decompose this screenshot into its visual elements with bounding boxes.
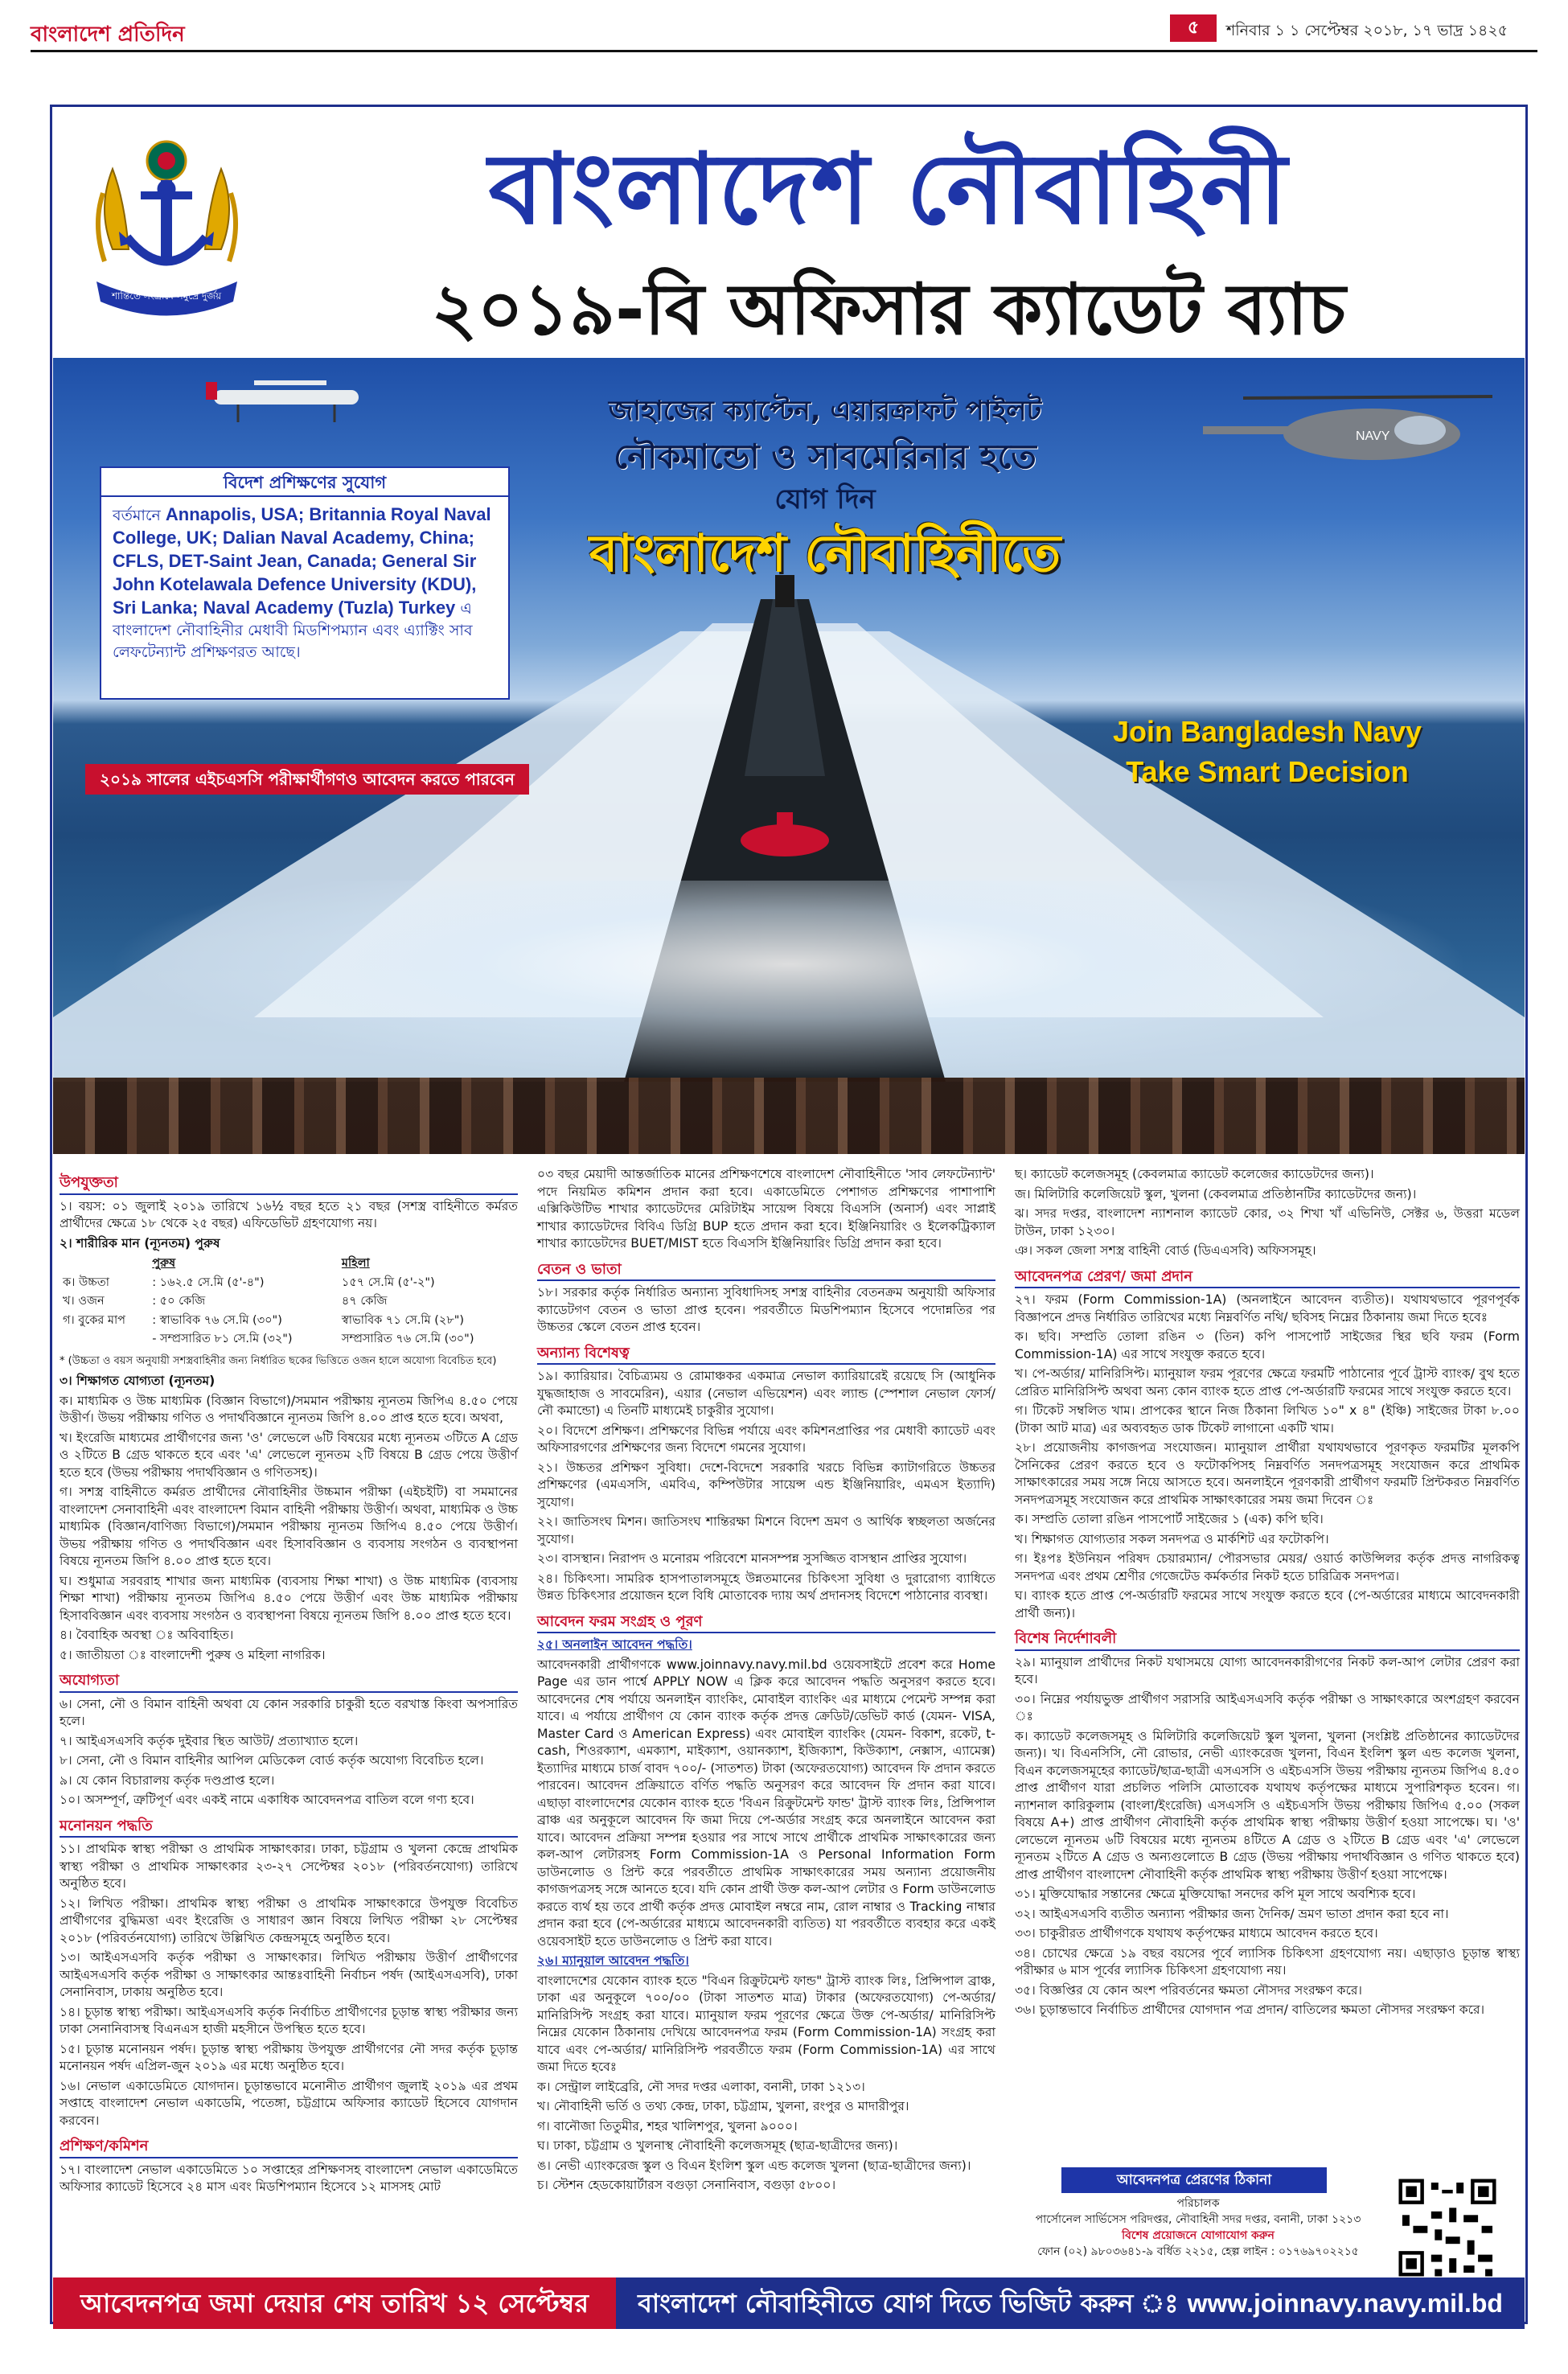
contact-heading: বিশেষ প্রয়োজনে যোগাযোগ করুন (1122, 2229, 1275, 2242)
mailing-address-line-2: পার্সোনেল সার্ভিসেস পরিদপ্তর, নৌবাহিনী সদর দপ্তর, বনানী, ঢাকা ১২১৩ (1035, 2213, 1361, 2226)
column-2 (537, 1166, 995, 2197)
submit-28-k: ক। সম্প্রতি তোলা রঙিন পাসপোর্ট সাইজের ১ (এক) কপি ছবি। (1015, 1512, 1324, 1526)
physical-standard-heading: ২। শারীরিক মান (ন্যূনতম) পুরুষ (60, 1235, 220, 1251)
column-3 (1015, 1166, 1520, 2022)
form-address-k: ক। সেন্ট্রাল লাইব্রেরি, নৌ সদর দপ্তর এলাকা, বনানী, ঢাকা ১২১৩। (537, 2079, 865, 2094)
form-address-jh: ঝ। সদর দপ্তর, বাংলাদেশ ন্যাশনাল ক্যাডেট কোর, ৩২ শিখা খাঁ এভিনিউ, সেক্টর ৬, উত্তরা মডেল টাউন, ঢাকা ১২৩০। (1015, 1206, 1520, 1238)
feature-19: ১৯। ক্যারিয়ার। বৈচিত্র্যময় ও রোমাঞ্চকর একমাত্র নেভাল ক্যারিয়ারেই রয়েছে সি (আধুনিক যুদ্ধজাহাজ ও সাবমেরিন), এয়ার (নেভাল এভিয়েশন) এবং ল্যান্ড (স্পেশাল নেভাল ফোর্স/ নৌ কমান্ডো) এ তিনটি মাধ্যমেই চাকুরীর সুযোগ। (537, 1369, 995, 1418)
foreign-training-prefix: বর্তমানে (113, 507, 161, 524)
batch-subtitle: ২০১৯-বি অফিসার ক্যাডেট ব্যাচ (431, 268, 1346, 351)
form-address-j: জ। মিলিটারি কলেজিয়েট স্কুল, খুলনা (কেবলমাত্র প্রতিষ্ঠানটির ক্যাডেটদের জন্য)। (1015, 1186, 1417, 1201)
marital-status: ৪। বৈবাহিক অবস্থা ঃ অবিবাহিত। (60, 1628, 234, 1642)
special-30: ৩০। নিম্নের পর্যায়ভুক্ত প্রার্থীগণ সরাসরি আইএসএসবি কর্তৃক পরীক্ষা ও সাক্ষাৎকারে অংশগ্রহণ করবেন ঃ (1015, 1691, 1520, 1723)
foreign-training-institutions: Annapolis, USA; Britannia Royal Naval College, UK; Dalian Naval Academy, China; CFLS, DET-Saint Jean, Canada; General Sir John Kotelawala Defence University (KDU), Sri Lanka; Naval Academy (Tuzla) Turkey (113, 504, 491, 618)
table-row: - সম্প্রসারিত ৮১ সে.মি (৩২") সম্প্রসারিত ৭৬ সে.মি (৩০") (152, 1333, 474, 1345)
emblem-motto: শান্তিতে সংগ্রামে সমুদ্রে দুর্জয় (111, 290, 222, 302)
website-link[interactable]: www.joinnavy.navy.mil.bd (1187, 2289, 1503, 2318)
page-number-badge (1170, 14, 1217, 42)
submit-27: ২৭। ফরম (Form Commission-1A) (অনলাইনে আবেদন ব্যতীত)। যথাযথভাবে পূরণপূর্বক বিজ্ঞাপনে প্রদত্ত নির্ধারিত তারিখের মধ্যে নিম্নবর্ণিত নথি/ ছবিসহ নিম্নের ঠিকানায় জমা দিতে হবেঃ (1015, 1292, 1520, 1325)
sea-foam (53, 881, 1525, 1090)
newspaper-masthead (0, 0, 1568, 56)
table-row: ক। উচ্চতা : ১৬২.৫ সে.মি (৫'-৪") ১৫৭ সে.মি (৫'-২") (63, 1275, 435, 1289)
ineligibility-9: ৯। যে কোন বিচারালয় কর্তৃক দণ্ডপ্রাপ্ত হলে। (60, 1772, 275, 1788)
foreign-training-body (101, 497, 508, 670)
physical-note: * (উচ্চতা ও বয়স অনুযায়ী সশস্ত্রবাহিনীর জন্য নির্ধারিত ছকের ভিত্তিতে ওজন হালে অযোগ্য বিবেচিত হবে) (60, 1354, 497, 1367)
manual-method-body: বাংলাদেশের যেকোন ব্যাংক হতে "বিএন রিক্রুটমেন্ট ফান্ড" ট্রাস্ট ব্যাংক লিঃ, প্রিন্সিপাল ব্রাঞ্চ, ঢাকা এর অনুকূলে ৭০০/০০ (টাকা সাতশত মাত্র) টাকার (অফেরতযোগ্য) পে-অর্ডার/ মানিরিসিপ্ট সংগ্রহ করা যাবে। ম্যানুয়াল ফরম পূরণের ক্ষেত্রে উক্ত পে-অর্ডার/ মানিরিসিপ্ট নিম্নের যেকোন ঠিকানায় দেখিয়ে আবেদনপত্র ফরম (Form Commission-1A) সংগ্রহ করা যাবে এবং পে-অর্ডার/ মানিরিসিপ্ট পরবর্তীতে ফরম (Form Commission-1A) এর সাথে জমা দিতে হবেঃ (537, 1973, 995, 2074)
submit-27-kh: খ। পে-অর্ডার/ মানিরিসিপ্ট। ম্যানুয়াল ফরম পূরণের ক্ষেত্রে ফরমটি পাঠানোর পূর্বে ট্রাস্ট ব্যাংক/ বুথ হতে প্রেরিত মানিরিসিপ্ট অথবা অন্য কোন ব্যাংক হতে প্রাপ্ত পে-অর্ডারটি ফরমের সাথে সংযুক্ত করতে হবে। (1015, 1366, 1520, 1399)
ineligibility-8: ৮। সেনা, নৌ ও বিমান বাহিনীর আপিল মেডিকেল বোর্ড কর্তৃক অযোগ্য বিবেচিত হলে। (60, 1753, 484, 1768)
hsc-note-banner: ২০১৯ সালের এইচএসসি পরীক্ষার্থীগণও আবেদন করতে পারবেন (85, 764, 529, 795)
special-33: ৩৩। চাকুরীরত প্রার্থীগণকে যথাযথ কর্তৃপক্ষের মাধ্যমে আবেদন করতে হবে। (1015, 1926, 1378, 1941)
column-1 (60, 1166, 518, 2199)
helicopter-icon (1203, 396, 1492, 460)
training-17: ১৭। বাংলাদেশ নেভাল একাডেমিতে ১০ সপ্তাহের প্রশিক্ষণসহ বাংলাদেশ নেভাল একাডেমিতে অফিসার ক্যাডেট হিসেবে ২৪ মাস এবং মিডশিপম্যান হিসেবে ১২ মাসসহ মোট (60, 2162, 518, 2194)
join-slogan-line-1: Join Bangladesh Navy (1112, 715, 1422, 748)
navy-emblem-icon (80, 129, 253, 322)
ineligibility-6: ৬। সেনা, নৌ ও বিমান বাহিনী অথবা যে কোন সরকারি চাকুরী হতে বরখাস্ত কিংবা অপসারিত হলে। (60, 1696, 518, 1728)
section-eligibility-heading: উপযুক্ততা (60, 1174, 518, 1195)
submit-28-gh: ঘ। ব্যাংক হতে প্রাপ্ত পে-অর্ডারটি ফরমের সাথে সংযুক্ত করতে হবে (পে-অর্ডারের মাধ্যমে আবেদনকারী প্রার্থী জন্য)। (1015, 1588, 1520, 1620)
mailing-address-line-1: পরিচালক (1176, 2197, 1220, 2210)
feature-24: ২৪। চিকিৎসা। সামরিক হাসপাতালসমূহে উন্নতমানের চিকিৎসা সুবিধা ও দুরারোগ্য ব্যাধিতে উন্নত চিকিৎসার প্রয়োজন হলে বিধি মোতাবেক দ্যায় অর্থ প্রদানসহ বিদেশে পাঠানোর ব্যবস্থা। (537, 1571, 995, 1603)
education-c: গ। সশস্ত্র বাহিনীতে কর্মরত প্রার্থীদের নৌবাহিনীর উচ্চমান পরীক্ষা (এইচইটি) বা সমমানের বাংলাদেশ সেনাবাহিনী এবং বাংলাদেশ বিমান বাহিনী পরীক্ষায় উত্তীর্ণ। অথবা, মাধ্যমিক ও উচ্চ মাধ্যমিক (বিজ্ঞান/বাণিজ্য বিভাগে)/সমমান পরীক্ষায় ন্যূনতম জিপিএ ৪.৫০ পেয়ে উত্তীর্ণ। উভয় পরীক্ষায় গণিত ও পদার্থবিজ্ঞান এবং হিসাববিজ্ঞান ও ব্যবসায় সংগঠন ও ব্যবস্থাপনা বিষয়ে ন্যূনতম জিপি ৪.০০ প্রাপ্ত হতে হবে। (60, 1485, 518, 1568)
selection-16: ১৬। নেভাল একাডেমিতে যোগদান। চূড়ান্তভাবে মনোনীত প্রার্থীগণ জুলাই ২০১৯ এর প্রথম সপ্তাহে বাংলাদেশ নেভাল একাডেমি, পতেঙ্গা, চট্টগ্রামে অফিসার ক্যাডেট হিসেবে যোগদান করবেন। (60, 2078, 518, 2128)
mailing-address-heading: আবেদনপত্র প্রেরণের ঠিকানা (1061, 2167, 1327, 2193)
table-row: গ। বুকের মাপ : স্বাভাবিক ৭৬ সে.মি (৩০") স্বাভাবিক ৭১ সে.মি (২৮") (63, 1313, 465, 1327)
section-form-heading: আবেদন ফরম সংগ্রহ ও পূরণ (537, 1613, 995, 1634)
selection-14: ১৪। চূড়ান্ত স্বাস্থ্য পরীক্ষা। আইএসএসবি কর্তৃক নির্বাচিত প্রার্থীগণের চূড়ান্ত স্বাস্থ্য পরীক্ষার জন্য ঢাকা সেনানিবাসস্থ বিএনএস হাজী মহসীনে উপস্থিত হতে হবে। (60, 2004, 518, 2036)
section-salary-heading: বেতন ও ভাতা (537, 1261, 995, 1282)
anchor-chain-band (53, 1078, 1525, 1154)
form-address-ch: চ। স্টেশন হেডকোয়ার্টারস বগুড়া সেনানিবাস, বগুড়া ৫৮০০। (537, 2178, 836, 2192)
submit-28-kh: খ। শিক্ষাগত যোগ্যতার সকল সনদপত্র ও মার্কশিট এর ফটোকপি। (1015, 1531, 1329, 1546)
submit-28-g: গ। ইঃপঃ ইউনিয়ন পরিষদ চেয়ারম্যান/ পৌরসভার মেয়র/ ওয়ার্ড কাউন্সিলর কর্তৃক প্রদত্ত নাগরিকত্ব সনদপত্র এবং প্রথম শ্রেণীর গেজেটেড কর্মকর্তার নিকট হতে চারিত্রিক সনদপত্র। (1015, 1551, 1520, 1583)
nationality: ৫। জাতীয়তা ঃ বাংলাদেশী পুরুষ ও মহিলা নাগরিক। (60, 1647, 326, 1662)
newspaper-name: বাংলাদেশ প্রতিদিন (31, 23, 185, 47)
selection-11: ১১। প্রাথমিক স্বাস্থ্য পরীক্ষা ও প্রাথমিক সাক্ষাৎকার। ঢাকা, চট্টগ্রাম ও খুলনা কেন্দ্রে প্রাথমিক স্বাস্থ্য পরীক্ষা ও প্রাথমিক সাক্ষাৎকার ২৩-২৭ সেপ্টেম্বর ২০১৮ (পরিবর্তনযোগ্য) তারিখে অনুষ্ঠিত হবে। (60, 1842, 518, 1891)
join-slogan-line-2: Take Smart Decision (1126, 755, 1409, 788)
page-number: ৫ (1187, 18, 1200, 38)
education-a: ক। মাধ্যমিক ও উচ্চ মাধ্যমিক (বিজ্ঞান বিভাগে)/সমমান পরীক্ষায় ন্যূনতম জিপিএ ৪.৫০ পেয়ে উত্তীর্ণ। উভয় পরীক্ষায় গণিত ও পদার্থবিজ্ঞানে ন্যূনতম জিপি ৪.০০ প্রাপ্ত হতে হবে। অথবা, (60, 1393, 518, 1425)
feature-23: ২৩। বাসস্থান। নিরাপদ ও মনোরম পরিবেশে মানসম্পন্ন সুসজ্জিত বাসস্থান প্রাপ্তির সুযোগ। (537, 1551, 967, 1566)
special-31: ৩১। মুক্তিযোদ্ধার সন্তানের ক্ষেত্রে মুক্তিযোদ্ধা সনদের কপি মূল সাথে অবশ্যিক হবে। (1015, 1887, 1416, 1901)
section-special-heading: বিশেষ নির্দেশাবলী (1015, 1630, 1520, 1651)
special-35: ৩৫। বিজ্ঞপ্তির যে কোন অংশ পরিবর্তনের ক্ষমতা নৌসদর সংরক্ষণ করে। (1015, 1982, 1363, 1998)
training-continued: ০৩ বছর মেয়াদী আন্তর্জাতিক মানের প্রশিক্ষণশেষে বাংলাদেশ নৌবাহিনীতে 'সাব লেফটেন্যান্ট' পদে নিয়মিত কমিশন প্রদান করা হবে। একাডেমিতে পেশাগত প্রশিক্ষণের পাশাপাশি এক্সিকিউটিভ শাখার ক্যাডেটদের মেরিটাইম সায়েন্স বিষয়ে বিএসসি (অনার্স) এবং সাপ্লাই শাখার ক্যাডেটদের বিবিএ ডিগ্রি BUP হতে প্রদান করা হবে। ইঞ্জিনিয়ারিং ও ইলেকট্রিক্যাল শাখার ক্যাডেটদের BUET/MIST হতে বিএসসি ইঞ্জিনিয়ারিং ডিগ্রি প্রদান করা হবে। (537, 1167, 995, 1251)
selection-15: ১৫। চূড়ান্ত মনোনয়ন পর্ষদ। চূড়ান্ত স্বাস্থ্য পরীক্ষায় উপযুক্ত প্রার্থীগণের নৌ সদর কর্তৃক চূড়ান্ত মনোনয়ন পর্ষদ এপ্রিল-জুন ২০১৯ এর মধ্যে অনুষ্ঠিত হবে। (60, 2041, 518, 2073)
submit-27-g: গ। টিকেট সম্বলিত খাম। প্রাপকের স্থানে নিজ ঠিকানা লিখিত ১০" x ৪" (ইঞ্চি) সাইজের টাকা ৮.০০ (টাকা আট মাত্র) এর অব্যবহৃত ডাক টিকেট লাগানো একটি খাম। (1015, 1403, 1520, 1435)
svg-text:NAVY: NAVY (1356, 429, 1390, 443)
foreign-training-suffix: এ বাংলাদেশ নৌবাহিনীর মেধাবী মিডশিপম্যান এবং এ্যাক্টিং সাব লেফটেন্যান্ট প্রশিক্ষণরত আছে। (113, 600, 473, 661)
airplane-icon (206, 380, 359, 422)
ineligibility-7: ৭। আইএসএসবি কর্তৃক দুইবার স্থিত আউট/ প্রত্যাখ্যাত হলে। (60, 1733, 359, 1748)
special-32: ৩২। আইএসএসবি ব্যতীত অন্যান্য পরীক্ষার জন্য দৈনিক/ ভ্রমণ ভাতা প্রদান করা হবে না। (1015, 1906, 1449, 1921)
bottom-banner (53, 2277, 1525, 2370)
special-30-items: ক। ক্যাডেট কলেজসমূহ ও মিলিটারি কলেজিয়েট স্কুল খুলনা, খুলনা (সংশ্লিষ্ট প্রতিষ্ঠানের ক্যাডেটদের জন্য)। খ। বিএনসিসি, নৌ রোভার, নেভী এ্যাংকরেজ খুলনা, বিএন ইংলিশ স্কুল এন্ড কলেজ খুলনা, বিএন কলেজসমূহের ক্যাডেট/ছাত্র-ছাত্রী এসএসসি ও এইচএসসি উভয় পরীক্ষায় ন্যূনতম জিপিএ ৪.৫০ প্রাপ্ত প্রার্থীগণ যারা প্রচলিত পলিসি মোতাবেক যথাযথ কর্তৃপক্ষের মাধ্যমে সুপারিশকৃত হবেন। গ। ন্যাশনাল কারিকুলাম (বাংলা/ইংরেজি) এসএসসি ও এইচএসসি উভয় পরীক্ষায় জিপিএ ৫.০০ (সকল বিষয়ে A+) প্রাপ্ত প্রার্থীগণ নৌবাহিনী কর্তৃক প্রাথমিক স্বাস্থ্য পরীক্ষায় উত্তীর্ণ হওয়া সাপেক্ষে। ঘ। 'ও' লেভেলে ন্যূনতম ৬টি বিষয়ের মধ্যে ন্যূনতম ৪টিতে A গ্রেড ও ২টিতে B গ্রেড এবং 'এ' লেভেলে ন্যূনতম ২টিতে A গ্রেড ও অন্যগুলোতে B গ্রেড (উভয় পরীক্ষায় পদার্থবিজ্ঞান ও গণিত থাকতে হবে) প্রাপ্ত প্রার্থীগণ বাংলাদেশ নৌবাহিনী কর্তৃক প্রাথমিক স্বাস্থ্য পরীক্ষায় উত্তীর্ণ হওয়া সাপেক্ষে। (1015, 1728, 1520, 1882)
section-submit-heading: আবেদনপত্র প্রেরণ/ জমা প্রদান (1015, 1268, 1520, 1289)
age-requirement: ১। বয়স: ০১ জুলাই ২০১৯ তারিখে ১৬½ বছর হতে ২১ বছর (সশস্ত্র বাহিনীতে কর্মরত প্রার্থীদের ক্ষেত্রে ১৮ থেকে ২৫ বছর) এফিডেভিট গ্রহণযোগ্য নয়। (60, 1198, 518, 1230)
hero-tagline-4: বাংলাদেশ নৌবাহিনীতে (589, 524, 1061, 584)
mailing-address (1029, 2195, 1367, 2260)
form-address-n: ঞ। সকল জেলা সশস্ত্র বাহিনী বোর্ড (ডিএএসবি) অফিসসমূহ। (1015, 1243, 1316, 1258)
qr-code-icon[interactable] (1395, 2175, 1500, 2280)
selection-13: ১৩। আইএসএসবি কর্তৃক পরীক্ষা ও সাক্ষাৎকার। লিখিত পরীক্ষায় উত্তীর্ণ প্রার্থীগণের আইএসএসবি কর্তৃক পরীক্ষা ও সাক্ষাৎকার আন্তঃবাহিনী নির্বাচন পর্ষদ (আইএসএসবি), ঢাকা সেনানিবাস, ঢাকায় অনুষ্ঠিত হবে। (60, 1950, 518, 1999)
dateline: শনিবার ১ ১ সেপ্টেম্বর ২০১৮, ১৭ ভাদ্র ১৪২৫ (1226, 22, 1508, 39)
foreign-training-heading: বিদেশ প্রশিক্ষণের সুযোগ (101, 468, 508, 497)
submit-27-k: ক। ছবি। সম্প্রতি তোলা রঙিন ৩ (তিন) কপি পাসপোর্ট সাইজের স্থির ছবি ফরম (Form Commission-1A) এর সাথে সংযুক্ত করতে হবে। (1015, 1329, 1520, 1362)
section-ineligibility-heading: অযোগ্যতা (60, 1672, 518, 1693)
physical-standard-table (60, 1255, 518, 1349)
feature-20: ২০। বিদেশে প্রশিক্ষণ। প্রশিক্ষণের বিভিন্ন পর্যায়ে এবং কমিশনপ্রাপ্তির পর মেধাবী ক্যাডেট এবং অফিসারগণের প্রশিক্ষণের জন্য বিদেশে গমনের সুযোগ। (537, 1423, 995, 1455)
special-36: ৩৬। চূড়ান্তভাবে নির্বাচিত প্রার্থীদের যোগদান পত্র প্রদান/ বাতিলের ক্ষমতা নৌসদর সংরক্ষণ করে। (1015, 2002, 1485, 2017)
feature-22: ২২। জাতিসংঘ মিশন। জাতিসংঘ শান্তিরক্ষা মিশনে বিদেশ ভ্রমণ ও আর্থিক স্বচ্ছলতা অর্জনের সুযোগ। (537, 1514, 995, 1546)
form-address-u: ঙ। নেভী এ্যাংকরেজ স্কুল ও বিএন ইংলিশ স্কুল এন্ড কলেজ খুলনা (ছাত্র-ছাত্রীদের জন্য)। (537, 2158, 971, 2173)
selection-12: ১২। লিখিত পরীক্ষা। প্রাথমিক স্বাস্থ্য পরীক্ষা ও প্রাথমিক সাক্ষাৎকারে উপযুক্ত বিবেচিত প্রার্থীগণের বুদ্ধিমত্তা এবং ইংরেজি ও সাধারণ জ্ঞান বিষয়ে লিখিত পরীক্ষা ২৮ সেপ্টেম্বর ২০১৮ (পরিবর্তনযোগ্য) তারিখে উল্লিখিত কেন্দ্রসমূহে অনুষ্ঠিত হবে। (60, 1896, 518, 1945)
hero-banner (53, 358, 1525, 1154)
special-34: ৩৪। চোখের ক্ষেত্রে ১৯ বছর বয়সের পূর্বে ল্যাসিক চিকিৎসা গ্রহণযোগ্য নয়। এছাড়াও চূড়ান্ত স্বাস্থ্য পরীক্ষার ৬ মাস পূর্বের ল্যাসিক চিকিৎসা গ্রহণযোগ্য নয়। (1015, 1945, 1520, 1978)
section-training-heading: প্রশিক্ষণ/কমিশন (60, 2138, 518, 2158)
section-features-heading: অন্যান্য বিশেষত্ব (537, 1345, 995, 1366)
hero-tagline-2: নৌকমান্ডো ও সাবমেরিনার হতে (614, 437, 1036, 476)
feature-21: ২১। উচ্চতর প্রশিক্ষণ সুবিধা। দেশে-বিদেশে সরকারি খরচে বিভিন্ন ক্যাটাগরিতে উচ্চতর প্রশিক্ষণের (এমএসসি, এমবিএ, কম্পিউটার সায়েন্স এন্ড ইঞ্জিনিয়ারিং, এমএস ইত্যাদি) সুযোগ। (537, 1460, 995, 1509)
table-header-row: পুরুষ মহিলা (152, 1257, 370, 1270)
form-address-chh: ছ। ক্যাডেট কলেজসমূহ (কেবলমাত্র ক্যাডেট কলেজের ক্যাডেটদের জন্য)। (1015, 1167, 1374, 1181)
online-method-body: আবেদনকারী প্রার্থীগণকে www.joinnavy.navy.mil.bd ওয়েবসাইটে প্রবেশ করে Home Page এর ডান পার্শ্বে APPLY NOW এ ক্লিক করে আবেদন পদ্ধতি অনুসরণ করতে হবে। আবেদনের শেষ পর্যায়ে অনলাইন ব্যাংকিং, মোবাইল ব্যাংকিং এর মাধ্যমে পেমেন্ট সম্পন্ন করা যাবে। এ পর্যায়ে প্রার্থীগণ যে কোন ব্যাংক কর্তৃক প্রদত্ত ক্রেডিট/ডেভিট কার্ড (যেমন- VISA, Master Card ও American Express) এবং মোবাইল ব্যাংকিং (যেমন- বিকাশ, রকেট, t-cash, শিওরক্যাশ, এমক্যাশ, মাইক্যাশ, ওয়ানক্যাশ, ইজিক্যাশ, কিউক্যাশ, নেক্সাস, এ্যামেক্স) ইত্যাদির মাধ্যমে চার্জ বাবদ ৭০০/- (সাতশত) টাকা (অফেরতযোগ্য) আবেদন ফি প্রদান করতে পারবেন। আবেদন প্রক্রিয়াতে বর্ণিত পদ্ধতি অনুসরণ করে আবেদন ফি প্রদান করা যাবে। এছাড়া বাংলাদেশের যেকোন ব্যাংক হতে 'বিএন রিক্রুটমেন্ট ফান্ড' ট্রাস্ট ব্যাংক লিঃ, প্রিন্সিপাল ব্রাঞ্চ এর অনুকূলে আবেদন ফি জমা দিয়ে পে-অর্ডার সংগ্রহ করে অনলাইনে আবেদন করা যাবে। আবেদন প্রক্রিয়া সম্পন্ন হওয়ার পর সাথে সাথে প্রার্থীকে প্রাথমিক সাক্ষাৎকারের জন্য কল-আপ লেটারসহ Form Commission-1A ও Personal Information Form ডাউনলোড ও প্রিন্ট করে পরবর্তীতে প্রাথমিক সাক্ষাৎকারের সময় অন্যান্য প্রয়োজনীয় কাগজপত্রসহ সঙ্গে আনতে হবে। যদি কোন প্রার্থী উক্ত কল-আপ লেটার ও Form ডাউনলোড করতে ব্যর্থ হয় তবে প্রার্থী কর্তৃক প্রদত্ত মোবাইল নম্বরে নাম, রোল নাম্বার ও Tracking নাম্বার প্রদান করা হবে (পে-অর্ডারের মাধ্যমে আবেদনকারী ব্যতিত) যা পরবর্তীতে ব্যবহার করে একই ওয়েবসাইট হতে ডাউনলোড ও প্রিন্ট করা যাবে। (537, 1657, 995, 1949)
education-d: ঘ। শুধুমাত্র সরবরাহ শাখার জন্য মাধ্যমিক (ব্যবসায় শিক্ষা শাখা) ও উচ্চ মাধ্যমিক (ব্যবসায় শিক্ষা শাখা) পরীক্ষায় ন্যূনতম জিপিএ ৪.৫০ পেয়ে উত্তীর্ণ এবং উচ্চ মাধ্যমিক পরীক্ষায় হিসাববিজ্ঞান এবং ব্যবসায় সংগঠন ও ব্যবস্থাপনা বিষয়ে ন্যূনতম জিপি ৪.০০ প্রাপ্ত হতে হবে। (60, 1573, 518, 1623)
main-title: বাংলাদেশ নৌবাহিনী (488, 132, 1289, 246)
hero-tagline-3: যোগ দিন (774, 483, 876, 515)
online-method-heading: ২৫। অনলাইন আবেদন পদ্ধতি। (537, 1637, 692, 1652)
hero-tagline-1: জাহাজের ক্যাপ্টেন, এয়ারক্রাফট পাইলট (608, 395, 1042, 427)
section-selection-heading: মনোনয়ন পদ্ধতি (60, 1817, 518, 1838)
foreign-training-box (100, 466, 510, 700)
visit-text: বাংলাদেশ নৌবাহিনীতে যোগ দিতে ভিজিট করুন ঃ (638, 2288, 1179, 2319)
table-row: খ। ওজন : ৫০ কেজি ৪৭ কেজি (63, 1295, 388, 1308)
visit-banner (616, 2277, 1525, 2329)
form-address-kh: খ। নৌবাহিনী ভর্তি ও তথ্য কেন্দ্র, ঢাকা, চট্টগ্রাম, খুলনা, রংপুর ও মাদারীপুর। (537, 2099, 909, 2113)
deadline-banner: আবেদনপত্র জমা দেয়ার শেষ তারিখ ১২ সেপ্টেম্বর ২০১৮ (53, 2277, 616, 2329)
manual-method-heading: ২৬। ম্যানুয়াল আবেদন পদ্ধতি। (537, 1953, 689, 1968)
contact-phone: ফোন (০২) ৯৮০৩৬৪১-৯ বর্ধিত ২২১৫, হেল্প লাইন : ০১৭৬৯৭০২২১৫ (1037, 2245, 1359, 2258)
education-b: খ। ইংরেজি মাধ্যমের প্রার্থীগণের জন্য 'ও' লেভেলে ৬টি বিষয়ের মধ্যে ন্যূনতম ৩টিতে A গ্রেড ও ২টিতে B গ্রেড থাকতে হবে এবং 'এ' লেভেলে ন্যূনতম ২টি বিষয়ে B গ্রেড পেয়ে উত্তীর্ণ হতে হবে (উভয় পরীক্ষায় পদার্থবিজ্ঞান ও গণিতসহ)। (60, 1430, 518, 1480)
salary-18: ১৮। সরকার কর্তৃক নির্ধারিত অন্যান্য সুবিধাদিসহ সশস্ত্র বাহিনীর বেতনক্রম অনুযায়ী অফিসার ক্যাডেটগণ বেতন ও ভাতা প্রাপ্ত হবেন। পরবর্তীতে মিডশিপম্যান হিসেবে পদোন্নতির পর উচ্চতর স্কেলে বেতন প্রাপ্ত হবেন। (537, 1285, 995, 1334)
submit-28: ২৮। প্রয়োজনীয় কাগজপত্র সংযোজন। ম্যানুয়াল প্রার্থীরা যথাযথভাবে পূরণকৃত ফরমটির মূলকপি সৈনিকের প্রেরণ করতে হবে ও ফটোকপিসহ নিম্নবর্ণিত সনদপত্রসমূহ সংযোজন করে প্রাথমিক সাক্ষাৎকারের সময় সঙ্গে নিয়ে আসতে হবে। অনলাইনে পূরণকারী প্রার্থীগণ ফরমটি প্রিন্টকরত নিম্নবর্ণিত সনদপত্রসমূহ সংযোজন করে প্রাথমিক সাক্ষাৎকারের সময় জমা দিবেন ঃ (1015, 1440, 1520, 1507)
masthead-rule (31, 50, 1537, 52)
ineligibility-10: ১০। অসম্পূর্ণ, ত্রুটিপূর্ণ এবং একই নামে একাধিক আবেদনপত্র বাতিল বলে গণ্য হবে। (60, 1793, 474, 1807)
education-heading: ৩। শিক্ষাগত যোগ্যতা (ন্যূনতম) (60, 1374, 215, 1388)
form-address-gh: ঘ। ঢাকা, চট্টগ্রাম ও খুলনাস্থ নৌবাহিনী কলেজসমূহ (ছাত্র-ছাত্রীদের জন্য)। (537, 2138, 898, 2153)
join-navy-slogan (1042, 712, 1492, 792)
form-address-g: গ। বানৌজা তিতুমীর, শহর খালিশপুর, খুলনা ৯০০০। (537, 2118, 798, 2134)
special-29: ২৯। ম্যানুয়াল প্রার্থীদের নিকট যথাসময়ে যোগ্য আবেদনকারীগণের নিকট কল-আপ লেটার প্রেরণ করা হবে। (1015, 1654, 1520, 1686)
